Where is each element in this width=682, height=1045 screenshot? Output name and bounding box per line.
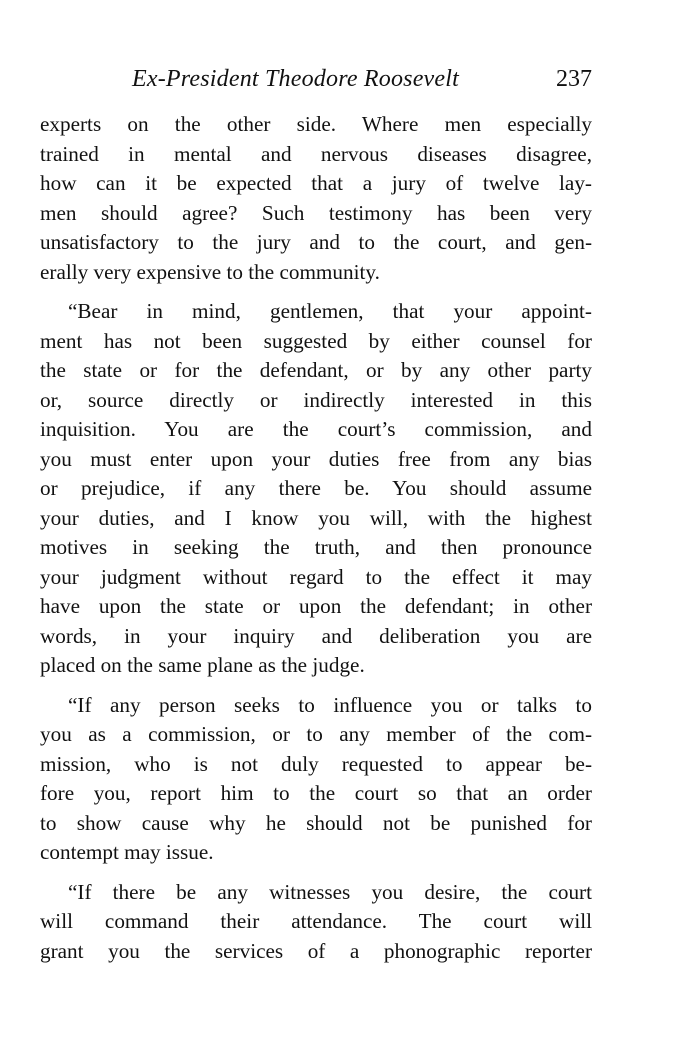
text-line: fore you, report him to the court so that an order xyxy=(40,781,592,805)
text-line: ment has not been suggested by either counsel for xyxy=(40,328,592,353)
paragraph-1 xyxy=(40,110,592,287)
running-title: Ex-President Theodore Roosevelt xyxy=(132,66,459,92)
text-line: or, source directly or indirectly interested in this xyxy=(40,387,592,412)
text-line: or prejudice, if any there be. You should assume xyxy=(40,476,592,500)
text-line: words, in your inquiry and deliberation you are xyxy=(40,623,592,648)
text-line: erally very expensive to the community. xyxy=(40,259,380,284)
text-line: grant you the services of a phonographic reporter xyxy=(40,938,592,963)
text-line: your judgment without regard to the effect it may xyxy=(40,564,592,589)
text-line: “Bear in mind, gentlemen, that your appoint- xyxy=(68,299,592,323)
book-page xyxy=(40,62,592,976)
text-line: have upon the state or upon the defendant; in other xyxy=(40,594,592,618)
paragraph-2 xyxy=(40,297,592,681)
text-line: “If there be any witnesses you desire, the court xyxy=(68,879,592,904)
paragraph-4 xyxy=(40,878,592,967)
text-line: you as a commission, or to any member of the com- xyxy=(40,722,592,746)
text-line: the state or for the defendant, or by any other party xyxy=(40,358,592,382)
text-line: men should agree? Such testimony has been very xyxy=(40,200,592,225)
text-line: how can it be expected that a jury of twelve lay- xyxy=(40,171,592,195)
text-line: contempt may issue. xyxy=(40,840,214,864)
page-number: 237 xyxy=(556,66,592,92)
text-line: unsatisfactory to the jury and to the court, and gen- xyxy=(40,230,592,254)
text-line: mission, who is not duly requested to appear be- xyxy=(40,751,592,776)
text-line: will command their attendance. The court will xyxy=(40,909,592,933)
text-line: motives in seeking the truth, and then pronounce xyxy=(40,535,592,559)
text-line: “If any person seeks to influence you or talks to xyxy=(68,692,592,717)
text-line: you must enter upon your duties free from any bias xyxy=(40,446,592,471)
paragraph-3 xyxy=(40,691,592,868)
text-line: to show cause why he should not be punished for xyxy=(40,810,592,835)
text-line: placed on the same plane as the judge. xyxy=(40,653,365,677)
text-line: experts on the other side. Where men especially xyxy=(40,112,592,136)
text-line: your duties, and I know you will, with the highest xyxy=(40,505,592,530)
text-line: trained in mental and nervous diseases disagree, xyxy=(40,141,592,166)
running-head xyxy=(40,62,592,96)
text-line: inquisition. You are the court’s commission, and xyxy=(40,417,592,441)
